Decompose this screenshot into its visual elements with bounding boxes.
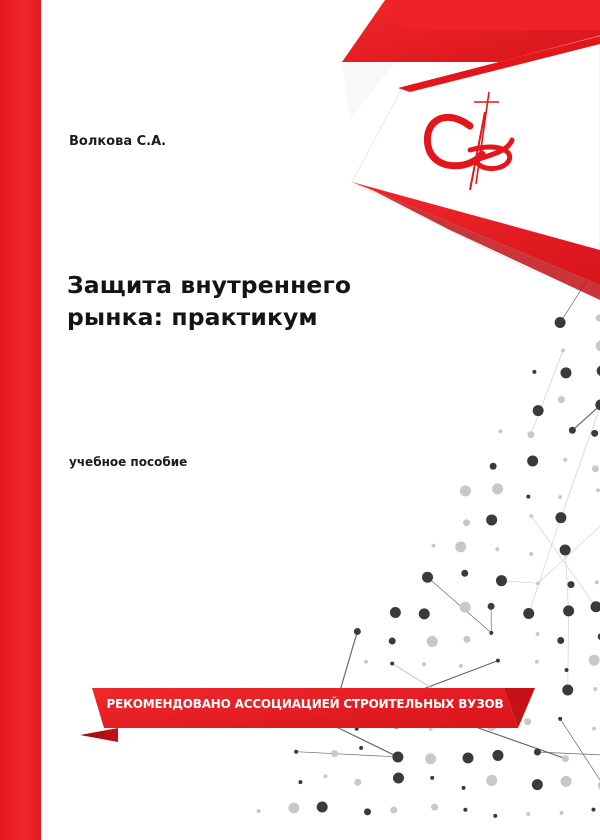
network-dot bbox=[496, 575, 507, 586]
network-dot bbox=[390, 807, 397, 814]
network-dot bbox=[490, 463, 497, 470]
network-dot bbox=[560, 811, 564, 815]
network-dot bbox=[562, 755, 569, 762]
network-dot bbox=[555, 512, 566, 523]
network-dot bbox=[532, 370, 536, 374]
book-title bbox=[67, 269, 427, 333]
network-pattern bbox=[257, 259, 600, 818]
network-dot bbox=[392, 751, 403, 762]
network-dot bbox=[536, 581, 540, 585]
network-dot bbox=[529, 552, 533, 556]
network-dot bbox=[529, 514, 533, 518]
title-line-2: рынка: практикум bbox=[67, 303, 318, 331]
network-dot bbox=[568, 581, 575, 588]
network-dot bbox=[535, 660, 539, 664]
network-line bbox=[537, 752, 600, 755]
network-dot bbox=[596, 488, 600, 492]
network-dot bbox=[589, 655, 600, 666]
network-dot bbox=[558, 495, 562, 499]
network-line bbox=[561, 405, 600, 518]
network-dot bbox=[431, 544, 435, 548]
network-dot bbox=[364, 808, 371, 815]
network-dot bbox=[461, 570, 468, 577]
network-dot bbox=[557, 637, 564, 644]
network-dot bbox=[390, 607, 401, 618]
network-dot bbox=[495, 547, 499, 551]
network-line bbox=[531, 516, 596, 607]
network-dot bbox=[492, 750, 503, 761]
network-dot bbox=[422, 662, 426, 666]
network-dot bbox=[257, 809, 261, 813]
network-dot bbox=[486, 775, 497, 786]
network-line bbox=[568, 611, 569, 690]
network-dot bbox=[561, 348, 565, 352]
network-dot bbox=[536, 632, 540, 636]
network-dot bbox=[389, 637, 396, 644]
network-dot bbox=[555, 317, 566, 328]
network-dot bbox=[527, 431, 534, 438]
network-dot bbox=[596, 315, 600, 322]
network-dot bbox=[288, 803, 299, 814]
network-line bbox=[572, 405, 600, 430]
network-dot bbox=[532, 779, 543, 790]
network-dot bbox=[488, 603, 495, 610]
network-dot bbox=[593, 687, 597, 691]
book-subtitle: учебное пособие bbox=[69, 455, 188, 469]
network-dot bbox=[359, 746, 363, 750]
network-dot bbox=[562, 685, 573, 696]
network-dot bbox=[425, 753, 436, 764]
network-dot bbox=[459, 664, 463, 668]
network-dot bbox=[560, 544, 571, 555]
title-line-1: Защита внутреннего bbox=[67, 271, 352, 299]
network-dot bbox=[592, 727, 596, 731]
network-dot bbox=[354, 779, 361, 786]
network-dot bbox=[526, 812, 530, 816]
network-dot bbox=[493, 814, 497, 818]
network-dot bbox=[455, 541, 466, 552]
network-dot bbox=[430, 776, 434, 780]
network-dot bbox=[462, 786, 466, 790]
network-dot bbox=[591, 430, 598, 437]
network-dot bbox=[489, 631, 493, 635]
network-dot bbox=[463, 519, 470, 526]
network-dot bbox=[558, 717, 562, 721]
network-dot bbox=[463, 636, 470, 643]
network-dot bbox=[591, 808, 595, 812]
network-dot bbox=[486, 514, 497, 525]
network-dot bbox=[498, 429, 502, 433]
network-dot bbox=[565, 668, 569, 672]
network-dot bbox=[524, 718, 531, 725]
network-dot bbox=[463, 752, 474, 763]
network-dot bbox=[390, 662, 394, 666]
network-line bbox=[296, 752, 398, 757]
network-dot bbox=[563, 458, 567, 462]
network-dot bbox=[354, 628, 361, 635]
network-dot bbox=[560, 367, 571, 378]
network-dot bbox=[294, 750, 298, 754]
network-dot bbox=[526, 495, 530, 499]
network-dot bbox=[460, 485, 471, 496]
network-dot bbox=[422, 572, 433, 583]
network-line bbox=[330, 724, 398, 757]
author-name: Волкова С.А. bbox=[69, 134, 167, 149]
network-dot bbox=[492, 483, 503, 494]
network-dot bbox=[533, 405, 544, 416]
network-dot bbox=[527, 455, 538, 466]
network-dot bbox=[323, 774, 327, 778]
network-dot bbox=[427, 636, 438, 647]
network-dot bbox=[419, 608, 430, 619]
network-dot bbox=[298, 780, 302, 784]
network-dot bbox=[460, 602, 471, 613]
network-line bbox=[565, 550, 568, 611]
network-dot bbox=[592, 465, 599, 472]
network-dot bbox=[331, 750, 338, 757]
network-dot bbox=[596, 340, 600, 351]
network-dot bbox=[496, 659, 500, 663]
network-dot bbox=[558, 396, 565, 403]
network-dot bbox=[591, 601, 600, 612]
network-line bbox=[529, 518, 561, 614]
banner-label: РЕКОМЕНДОВАНО АССОЦИАЦИЕЙ СТРОИТЕЛЬНЫХ ВУЗОВ bbox=[106, 697, 504, 711]
network-dot bbox=[463, 808, 467, 812]
network-dot bbox=[523, 608, 534, 619]
network-dot bbox=[431, 804, 438, 811]
network-dot bbox=[561, 776, 572, 787]
network-dot bbox=[393, 773, 404, 784]
network-line bbox=[531, 350, 563, 434]
network-line bbox=[428, 577, 492, 633]
network-dot bbox=[534, 748, 541, 755]
network-dot bbox=[317, 801, 328, 812]
network-dot bbox=[364, 660, 368, 664]
network-dot bbox=[595, 580, 599, 584]
network-dot bbox=[563, 605, 574, 616]
network-dot bbox=[569, 427, 576, 434]
